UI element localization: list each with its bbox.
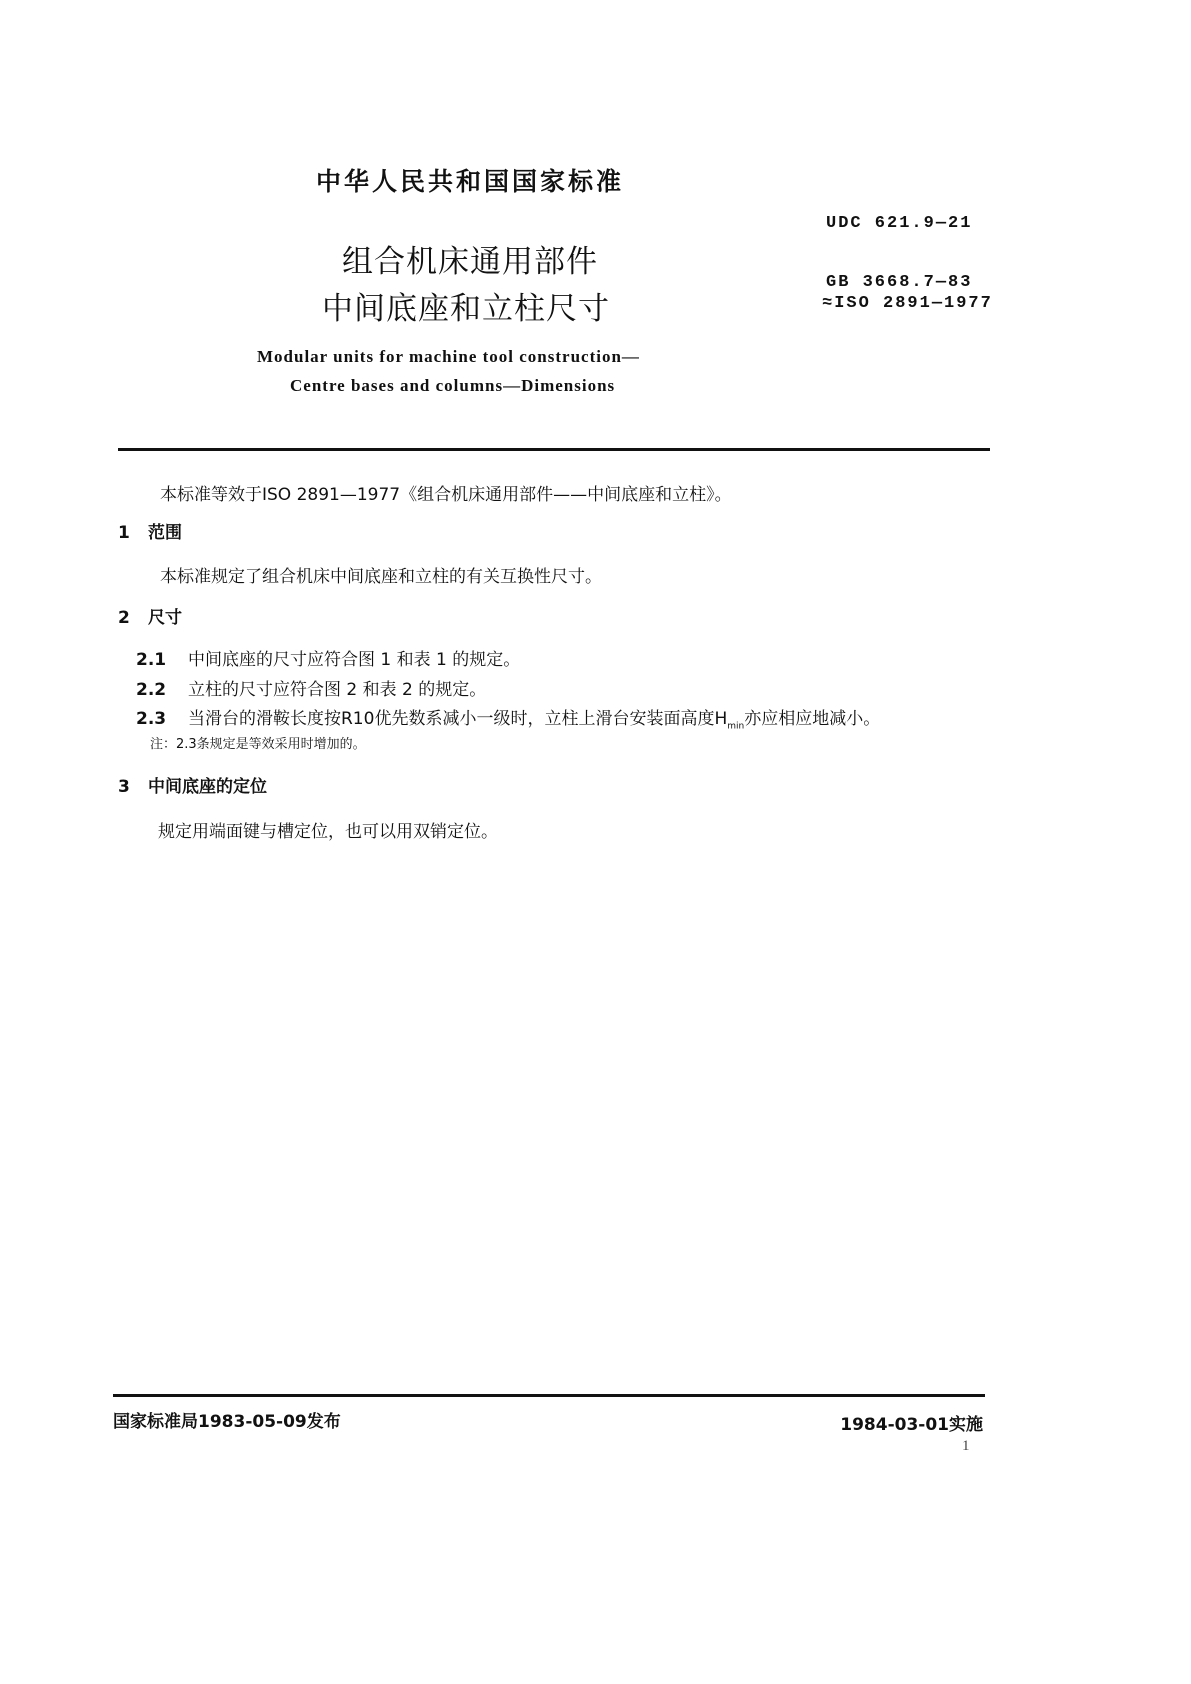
clause-number: 2.3 [136,709,167,729]
english-title-line2: Centre bases and columns—Dimensions [290,376,616,395]
section-number: 2 [118,608,130,628]
clause-number: 2.1 [136,650,167,670]
section-number: 3 [118,777,130,797]
section-1-text: 本标准规定了组合机床中间底座和立柱的有关互换性尺寸。 [160,567,602,587]
section-1-heading [118,518,182,543]
clause-text: 当滑台的滑鞍长度按R10优先数系减小一级时，立柱上滑台安装面高度H [188,709,728,729]
clause-2-1 [136,645,520,670]
clause-number: 2.2 [136,680,167,700]
clause-2-2 [136,675,486,700]
udc-code: UDC 621.9—21 [826,214,973,233]
clause-text: 中间底座的尺寸应符合图 1 和表 1 的规定。 [188,650,521,670]
clause-2-3 [136,704,880,731]
national-standard-heading: 中华人民共和国国家标准 [316,167,625,196]
clause-text-after: 亦应相应地减小。 [744,709,881,729]
section-title: 尺寸 [148,608,182,628]
gb-number: GB 3668.7—83 [826,273,973,292]
english-title-line1: Modular units for machine tool construction— [257,347,640,366]
chinese-title-line1: 组合机床通用部件 [342,244,598,280]
section-number: 1 [118,523,130,543]
intro-paragraph: 本标准等效于ISO 2891—1977《组合机床通用部件——中间底座和立柱》。 [160,485,732,505]
section-2-heading [118,603,182,628]
section-title: 中间底座的定位 [148,777,267,797]
section-title: 范围 [148,523,182,543]
issue-date: 国家标准局1983-05-09发布 [113,1412,341,1432]
section-3-text: 规定用端面键与槽定位，也可以用双销定位。 [158,822,498,842]
clause-text: 立柱的尺寸应符合图 2 和表 2 的规定。 [188,680,487,700]
subscript: min [727,721,745,732]
footer-divider [113,1394,985,1397]
chinese-title-line2: 中间底座和立柱尺寸 [322,291,610,327]
effective-date: 1984-03-01实施 [840,1415,983,1435]
header-divider [118,448,990,451]
note: 注：2.3条规定是等效采用时增加的。 [150,737,366,752]
page-number: 1 [962,1438,970,1454]
section-3-heading [118,772,267,797]
iso-equivalent: ≈ISO 2891—1977 [822,294,993,313]
